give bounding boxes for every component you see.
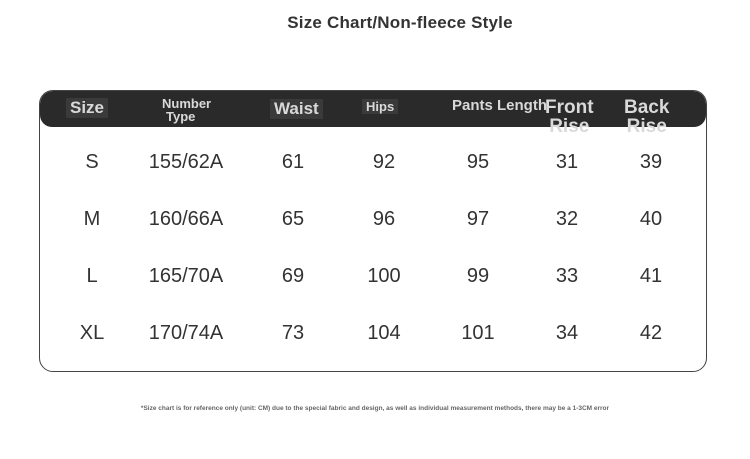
- cell-front-rise: 32: [555, 208, 579, 230]
- cell-front-rise: 34: [555, 322, 579, 344]
- header-number-type-line2: Type: [166, 109, 196, 124]
- cell-pants-length: 101: [461, 322, 495, 344]
- cell-size: M: [83, 208, 101, 230]
- cell-number-type: 170/74A: [148, 322, 224, 344]
- size-table: [39, 90, 707, 372]
- cell-size: XL: [79, 322, 105, 344]
- table-row: [40, 265, 706, 295]
- header-back-rise-line1: Back: [624, 97, 670, 118]
- header-number-type: [162, 97, 211, 123]
- cell-back-rise: 40: [639, 208, 663, 230]
- cell-back-rise: 39: [639, 151, 663, 173]
- cell-number-type: 160/66A: [148, 208, 224, 230]
- cell-number-type: 155/62A: [148, 151, 224, 173]
- cell-waist: 69: [281, 265, 305, 287]
- cell-front-rise: 33: [555, 265, 579, 287]
- reference-note: *Size chart is for reference only (unit: CM) due to the special fabric and design, as well as individual measurement methods, there may be a 1-3CM error: [140, 405, 610, 412]
- cell-size: S: [85, 151, 99, 173]
- table-header: [40, 91, 706, 137]
- cell-pants-length: 99: [466, 265, 490, 287]
- header-back-rise-line2: Rise: [626, 116, 667, 137]
- header-front-rise-line1: Front: [545, 97, 594, 118]
- header-number-type-line1: Number: [162, 96, 212, 111]
- cell-front-rise: 31: [555, 151, 579, 173]
- header-back-rise: [624, 98, 669, 136]
- cell-hips: 100: [367, 265, 401, 287]
- cell-back-rise: 42: [639, 322, 663, 344]
- table-row: [40, 208, 706, 238]
- chart-title: Size Chart/Non-fleece Style: [287, 13, 513, 32]
- cell-size: L: [86, 265, 98, 287]
- cell-waist: 61: [281, 151, 305, 173]
- cell-pants-length: 95: [466, 151, 490, 173]
- cell-back-rise: 41: [639, 265, 663, 287]
- cell-hips: 104: [367, 322, 401, 344]
- table-row: [40, 322, 706, 352]
- header-size: Size: [66, 98, 108, 118]
- cell-number-type: 165/70A: [148, 265, 224, 287]
- cell-pants-length: 97: [466, 208, 490, 230]
- header-waist: Waist: [270, 99, 323, 119]
- cell-waist: 73: [281, 322, 305, 344]
- cell-hips: 96: [372, 208, 396, 230]
- header-pants-length: Pants Length: [452, 97, 548, 114]
- cell-waist: 65: [281, 208, 305, 230]
- header-front-rise: [545, 98, 594, 136]
- header-front-rise-line2: Rise: [549, 116, 590, 137]
- cell-hips: 92: [372, 151, 396, 173]
- header-hips: Hips: [362, 99, 398, 114]
- table-row: [40, 151, 706, 181]
